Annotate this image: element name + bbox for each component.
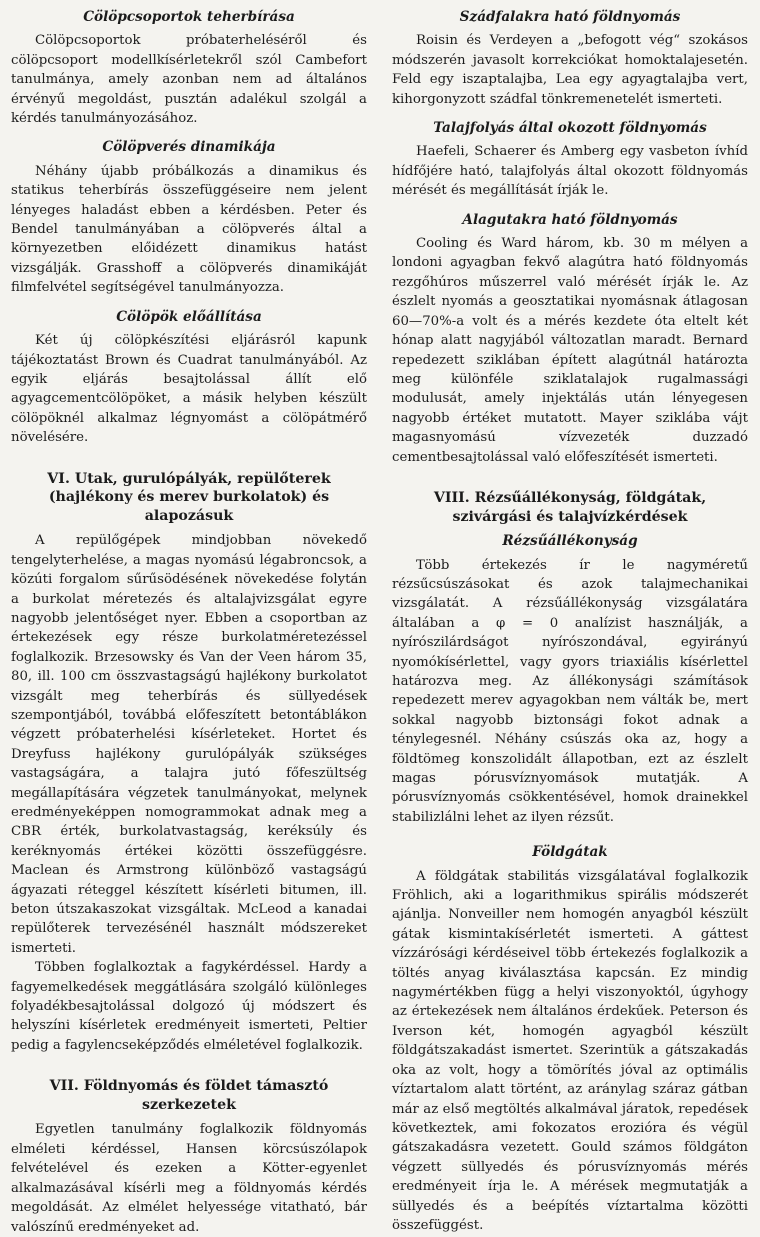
paragraph-soil-creep: Haefeli, Schaerer és Amberg egy vasbeton ívhíd hídfőjére ható, talajfolyás által okozott földnyomás mérését és megállítását írják le. (392, 144, 748, 199)
subheading-earth-dams: Földgátak (532, 844, 608, 861)
left-column (11, 8, 367, 1237)
subheading-slope-stability: Rézsűállékonyság (502, 533, 638, 550)
paragraph-pile-production: Két új cölöpkészítési eljárásról kapunk tájékoztatást Brown és Cuadrat tanulmányából. Az egyik eljárás besajtolással állít elő agyagcementcölöpöket, a másik helyben készült cölöpöknél alkalmaz légnyomást a cölöpátmérő növelésére. (11, 333, 367, 446)
subheading-soil-creep-pressure: Talajfolyás által okozott földnyomás (433, 120, 707, 137)
paragraph-earth-dams: A földgátak stabilitás vizsgálatával foglalkozik Fröhlich, aki a logarithmikus spirális módszerét ajánlja. Nonveiller nem homogén anyagból készült gátak kismintakísérletét ismerteti. A gáttest vízzárósági kérdéseivel több értekezés foglalkozik a töltés anyag kiválasztása kapcsán. Ez mindig nagymértékben függ a helyi viszonyoktól, úgyhogy az értekezések nem általános érdekűek. Peterson és Iverson két, homogén agyagból készült földgátszakadást ismertet. Szerintük a gátszakadás oka az volt, hogy a tömörítés jóval az optimális víztartalom alatt történt, az aránylag száraz gátban már az első megtöltés alkalmával járatok, repedések következtek, ami fokozatos erozióra és végül gátszakadásra vezetett. Gould számos földgáton végzett süllyedés és pórusvíznyomás mérés eredményeit írja le. A mérések megmutatják a süllyedés és a beépítés víztartalma közötti összefüggést. (392, 868, 748, 1233)
paragraph-slope-stability: Több értekezés ír le nagyméretű rézsűcsúszásokat és azok talajmechanikai vizsgálatát. A rézsűállékonyság vizsgálatára általában a φ = 0 analízist használják, a nyírószilárdságot nyírószondával, egyirányú nyomókísérlettel, vagy gyors triaxiális kísérlettel határozva meg. Az állékonysági számítások repedezett merev agyagokban nem válták be, mert sokkal nagyobb biztonsági fokot adnak a ténylegesnél. Néhány csúszás oka az, hogy a földtömeg konszolidált állapotban, ezt az észlelt magas pórusvíznyomások mutatják. A pórusvíznyomás csökkentésével, homok drainekkel stabilizlálni lehet az ilyen rézsűt. (392, 557, 748, 825)
paragraph-pile-driving: Néhány újabb próbálkozás a dinamikus és statikus teherbírás összefüggéseire nem jelent lényeges haladást ebben a kérdésben. Peter és Bendel tanulmányában a cölöpverés által a környezetben előidézett dinamikus hatást vizsgálják. Grasshoff a cölöpverés dinamikáját filmfelvétel segítségével tanulmányozza. (11, 163, 367, 296)
paragraph-tunnel: Cooling és Ward három, kb. 30 m mélyen a londoni agyagban fekvő alagútra ható földnyomás rezgőhúros műszerrel való mérését írják le. Az észlelt nyomás a geosztatikai nyomásnak átlagosan 60—70%-a volt és a mérés kezdete óta eltelt két hónap alatt nagyjából változatlan maradt. Bernard repedezett sziklában épített alagútnál határozta meg különféle sziklatalajok rugalmassági modulusát, amely injektálás után lényegesen nagyobb értéket mutatott. Mayer sziklába vájt magasnyomású vízvezeték duzzadó cementbesajtolással való előfeszítését ismerteti. (392, 236, 748, 465)
subheading-pile-group-capacity: Cölöpcsoportok teherbírása (83, 9, 295, 25)
subheading-sheet-pile-pressure: Szádfalakra ható földnyomás (459, 9, 681, 25)
section-heading-viii: VIII. Rézsűállékonyság, földgátak, szivárgási és talajvízkérdések (433, 489, 707, 525)
paragraph-earth-pressure: Egyetlen tanulmány foglalkozik földnyomás elméleti kérdéssel, Hansen körcsúszólapok felvételével és ezeken a Kötter-egyenlet alkalmazásával kísérli meg a földnyomás kérdés megoldását. Az elmélet helyessége vitatható, bár valószínű eredményeket ad. (11, 1122, 367, 1235)
subheading-pile-production: Cölöpök előállítása (116, 308, 262, 325)
subheading-tunnel-pressure: Alagutakra ható földnyomás (462, 211, 678, 228)
paragraph-pile-group: Cölöpcsoportok próbaterheléséről és cölöpcsoport modellkísérletekről szól Cambefort tanulmánya, amely azonban nem ad általános érvényű megoldást, pusztán adalékul szolgál a kérdés tanulmányozásához. (11, 33, 367, 127)
section-heading-vii: VII. Földnyomás és földet támasztó szerkezetek (49, 1078, 329, 1113)
section-heading-vi: VI. Utak, gurulópályák, repülőterek (hajlékony és merev burkolatok) és alapozásuk (47, 470, 331, 524)
right-column (392, 8, 748, 1235)
subheading-pile-driving-dynamics: Cölöpverés dinamikája (102, 139, 276, 156)
paragraph-roads-runways: A repülőgépek mindjobban növekedő tengelyterhelése, a magas nyomású légabroncsok, a közúti forgalom sűrűsödésének növekedése folytán a burkolat méretezés és altalajvizsgálat egyre nagyobb jelentőséget nyer. Ebben a csoportban az értekezések egy része burkolatméretezéssel foglalkozik. Brzesowsky és Van der Veen három 35, 80, ill. 100 cm összvastagságú hajlékony burkolatot vizsgált meg teherbírás és süllyedések szempontjából, továbbá előfeszített betontáblákon végzett próbaterhelési kísérleteket. Hortet és Dreyfuss hajlékony gurulópályák szükséges vastagságára, a talajra jutó főfeszültség megállapítására végzetek tanulmányokat, melynek eredményeképpen nomogrammokat adnak meg a CBR érték, burkolatvastagság, keréksúly és keréknyomás értékei közötti összefüggésre. Maclean és Armstrong különböző vastagságú ágyazati réteggel készített kísérleti bitumen, ill. beton útszakaszokat vizsgáltak. McLeod a kanadai repülőterek tervezésénél használt módszereket ismerteti. (11, 533, 367, 956)
paragraph-frost: Többen foglalkoztak a fagykérdéssel. Hardy a fagyemelkedések meggátlására szolgáló különleges folyadékbesajtolással dolgozó új módszert és helyszíni kísérletek eredményeit ismerteti, Peltier pedig a fagylencseképződés elméletével foglalkozik. (11, 960, 367, 1053)
paragraph-sheet-pile: Roisin és Verdeyen a „befogott vég“ szokásos módszerén javasolt korrekciókat homoktalajesetén. Feld egy iszaptalajba, Lea egy agyagtalajba vert, kihorgonyzott szádfal tönkremenetelét ismerteti. (392, 33, 748, 107)
